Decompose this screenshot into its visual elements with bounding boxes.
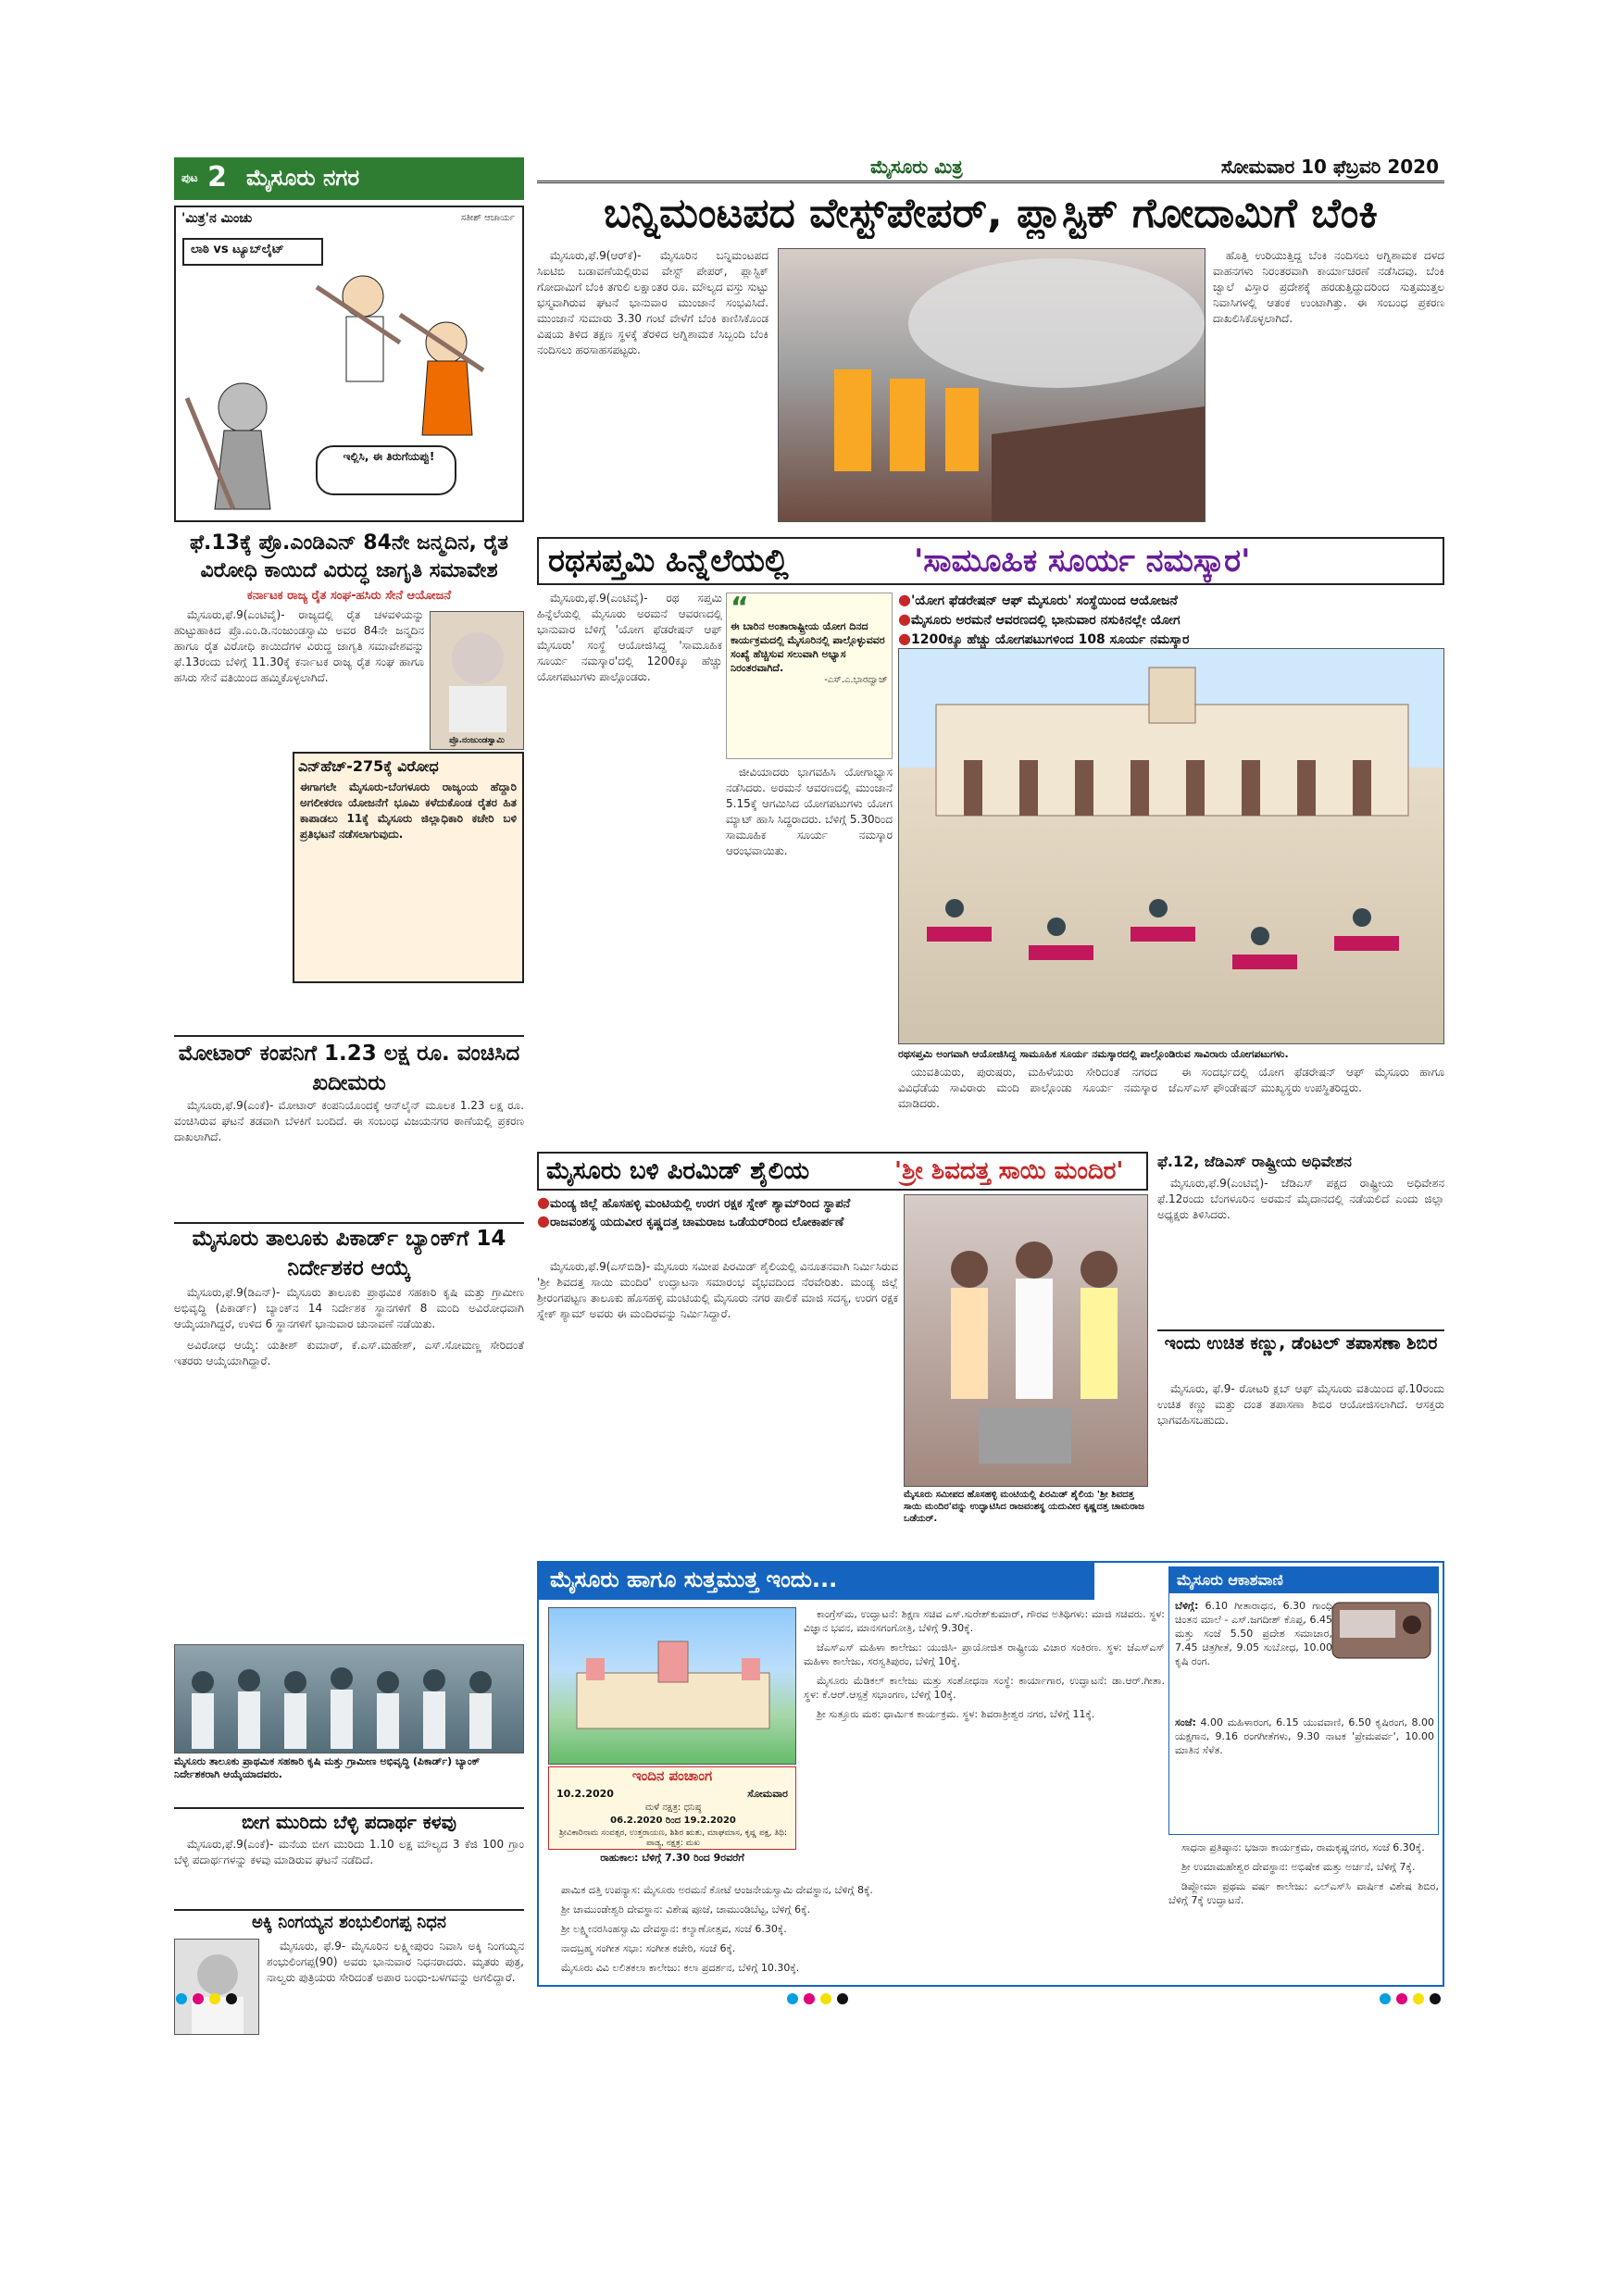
panchanga-date: 10.2.2020: [556, 1788, 614, 1800]
quote-mark-icon: “: [731, 593, 749, 624]
registration-marks-mid: [787, 1990, 854, 2008]
farmers-box: [293, 752, 524, 983]
akashvani-evening: ಸಂಜೆ: 4.00 ಮಹಿಳಾರಂಗ, 6.15 ಯುವವಾಣಿ, 6.50 ಕೃಷಿರಂಗ, 8.00 ಯಕ್ಷಗಾನ, 9.16 ರಂಗಗೀತೆಗಳು, 9.30 ನಾಟಕ 'ಪ್ರೇಮಪರ್ವ', 10.00 ಮಾತಿನ ಸೆಳೆತ.: [1175, 1716, 1434, 1756]
farmers-subhead: ಕರ್ನಾಟಕ ರಾಜ್ಯ ರೈತ ಸಂಘ-ಹಸಿರು ಸೇನೆ ಆಯೋಜನೆ: [246, 589, 452, 603]
obit-headline: ಅಕ್ಕಿ ನಿಂಗಯ್ಯನ ಶಂಭುಲಿಂಗಪ್ಪ ನಿಧನ: [174, 1909, 524, 1935]
surya-bullet-3: ●1200ಕ್ಕೂ ಹೆಚ್ಚು ಯೋಗಪಟುಗಳಿಂದ 108 ಸೂರ್ಯ ನಮಸ್ಕಾರ: [898, 630, 1190, 647]
fire-text-col3: ಹೊತ್ತಿ ಉರಿಯುತ್ತಿದ್ದ ಬೆಂಕಿ ನಂದಿಸಲು ಅಗ್ನಿಶಾಮಕ ದಳದ ವಾಹನಗಳು ನಿರಂತರವಾಗಿ ಕಾರ್ಯಾಚರಣೆ ನಡೆಸಿದವು. ಬೆಂಕಿ ಜ್ವಾಲೆ ವಿಸ್ತಾರ ಪ್ರದೇಶಕ್ಕೆ ಹರಡುತ್ತಿದ್ದುದರಿಂದ ಸುತ್ತಮುತ್ತಲ ನಿವಾಸಿಗಳಲ್ಲಿ ಆತಂಕ ಉಂಟಾಗಿತ್ತು. ಈ ಸಂಬಂಧ ಪ್ರಕರಣ ದಾಖಲಿಸಿಕೊಳ್ಳಲಾಗಿದೆ.: [1213, 249, 1444, 325]
panchanga-box: [548, 1766, 796, 1850]
surya-text-col4: ಈ ಸಂದರ್ಭದಲ್ಲಿ ಯೋಗ ಫೆಡರೇಷನ್ ಆಫ್ ಮೈಸೂರು ಹಾಗೂ ಜೆಎಸ್‌ಎಸ್ ಫೌಂಡೇಷನ್ ಮುಖ್ಯಸ್ಥರು ಉಪಸ್ಥಿತರಿದ್ದರು.: [1168, 1066, 1444, 1094]
panchanga-nakshatra: ಮಳೆ ನಕ್ಷತ್ರ: ಧನಿಷ್ಠ: [644, 1803, 702, 1813]
jds-headline: ಫೆ.12, ಜೆಡಿಎಸ್ ರಾಷ್ಟ್ರೀಯ ಅಧಿವೇಶನ: [1157, 1153, 1352, 1170]
temple-bullet-1: ●ಮಂಡ್ಯ ಜಿಲ್ಲೆ ಹೊಸಹಳ್ಳಿ ಮಂಟಿಯಲ್ಲಿ ಉರಗ ರಕ್ಷಕ ಸ್ನೇಕ್ ಶ್ಯಾಮ್‌ರಿಂದ ಸ್ಥಾಪನೆ: [537, 1193, 851, 1211]
cartoon-artist: ಸತೀಶ್ ಆಚಾರ್ಯ: [460, 213, 515, 223]
surya-text-col2: ಜೀವಿಯಾದರು ಭಾಗವಹಿಸಿ ಯೋಗಾಭ್ಯಾಸ ನಡೆಸಿದರು. ಅರಮನೆ ಆವರಣದಲ್ಲಿ ಮುಂಜಾನೆ 5.15ಕ್ಕೆ ಆಗಮಿಸಿದ ಯೋಗಪಟುಗಳು ಯೋಗ ಮ್ಯಾಟ್ ಹಾಸಿ ಸಿದ್ಧರಾದರು. ಬೆಳಿಗ್ಗೆ 5.30ರಿಂದ ಸಾಮೂಹಿಕ ಸೂರ್ಯ ನಮಸ್ಕಾರ ಆರಂಭವಾಯಿತು.: [726, 766, 893, 857]
main-headline: ಬನ್ನಿಮಂಟಪದ ವೇಸ್ಟ್‌ಪೇಪರ್, ಪ್ಲಾಸ್ಟಿಕ್ ಗೋದಾಮಿಗೆ ಬೆಂಕಿ: [603, 190, 1379, 237]
theft-text: ಮೈಸೂರು,ಫೆ.9(ಎಂಕೆ)- ಮನೆಯ ಬೀಗ ಮುರಿದು 1.10 ಲಕ್ಷ ಮೌಲ್ಯದ 3 ಕೆಜಿ 100 ಗ್ರಾಂ ಬೆಳ್ಳಿ ಪದಾರ್ಥಗಳನ್ನು ಕಳವು ಮಾಡಿರುವ ಘಟನೆ ನಡೆದಿದೆ.: [174, 1838, 524, 1866]
masthead: [537, 156, 1444, 183]
pcard-caption: ಮೈಸೂರು ತಾಲೂಕು ಪ್ರಾಥಮಿಕ ಸಹಕಾರಿ ಕೃಷಿ ಮತ್ತು ಗ್ರಾಮೀಣ ಅಭಿವೃದ್ಧಿ (ಪಿಕಾರ್ಡ್) ಬ್ಯಾಂಕ್ ನಿರ್ದೇಶಕರಾಗಿ ಆಯ್ಕೆಯಾದವರು.: [174, 1755, 481, 1780]
surya-text-col3: ಯುವತಿಯರು, ಪುರುಷರು, ಮಹಿಳೆಯರು ಸೇರಿದಂತೆ ನಗರದ ವಿವಿಧೆಡೆಯ ಸಾವಿರಾರು ಮಂದಿ ಪಾಲ್ಗೊಂಡು ಸೂರ್ಯ ನಮಸ್ಕಾರ ಮಾಡಿದರು.: [898, 1066, 1157, 1110]
cartoon-title: 'ಮಿತ್ರ'ನ ಮಿಂಚು: [181, 211, 253, 226]
surya-quote-by: -ಎಸ್.ಎ.ಭಾರದ್ವಾಜ್: [824, 675, 888, 685]
today-band: ಮೈಸೂರು ಹಾಗೂ ಸುತ್ತಮುತ್ತ ಇಂದು...: [539, 1563, 1094, 1600]
event-mid-1: ಕಾಂಗ್ರೆಸ್‌ಮ, ಉದ್ಘಾಟನೆ: ಶಿಕ್ಷಣ ಸಚಿವ ಎಸ್.ಸುರೇಶ್‌ಕುಮಾರ್, ಗೌರವ ಅತಿಥಿಗಳು: ಮಾಜಿ ಸಚಿವರು. ಸ್ಥಳ: ವಿಜ್ಞಾನ ಭವನ, ಮಾನಸಗಂಗೋತ್ರಿ, ಬೆಳಿಗ್ಗೆ 9.30ಕ್ಕೆ.: [804, 1608, 1165, 1634]
akashvani-box: [1168, 1566, 1439, 1835]
akashvani-morning: ಬೆಳಿಗ್ಗೆ: 6.10 ಗೀತಾರಾಧನ, 6.30 ಗಾಂಧಿ ಚಿಂತನ ಮಾಲೆ - ಎಸ್.ಜಗದೀಶ್ ಕೊಪ್ಪ, 6.45 ಮತ್ತು ಸಂಜೆ 5.50 ಪ್ರದೇಶ ಸಮಾಚಾರ, 7.45 ಚಿತ್ರಗೀತೆ, 9.05 ಸುಬೋಧ, 10.00 ಕೃಷಿ ರಂಗ.: [1175, 1600, 1333, 1667]
surya-photo-caption: ರಥಸಪ್ತಮಿ ಅಂಗವಾಗಿ ಆಯೋಜಿಸಿದ್ದ ಸಾಮೂಹಿಕ ಸೂರ್ಯ ನಮಸ್ಕಾರದಲ್ಲಿ ಪಾಲ್ಗೊಂಡಿರುವ ಸಾವಿರಾರು ಯೋಗಪಟುಗಳು.: [898, 1048, 1289, 1060]
surya-headline-left: ರಥಸಪ್ತಮಿ ಹಿನ್ನೆಲೆಯಲ್ಲಿ: [548, 543, 789, 580]
section-title: ಮೈಸೂರು ನಗರ: [246, 165, 360, 191]
event-right-3: ಡಿಪ್ಲೋಮಾ ಪ್ರಥಮ ವರ್ಷ ಕಾಲೇಜು: ಎಲ್‌ಎಸ್‌ಸಿ ವಾರ್ಷಿಕ ವಿಶೇಷ ಶಿಬಿರ, ಬೆಳಿಗ್ಗೆ 7ಕ್ಕೆ ಉದ್ಘಾಟನೆ.: [1168, 1880, 1439, 1906]
pcard-text: ಮೈಸೂರು,ಫೆ.9(ಡಿಎನ್)- ಮೈಸೂರು ತಾಲೂಕು ಪ್ರಾಥಮಿಕ ಸಹಕಾರಿ ಕೃಷಿ ಮತ್ತು ಗ್ರಾಮೀಣ ಅಭಿವೃದ್ಧಿ (ಪಿಕಾರ್ಡ್) ಬ್ಯಾಂಕ್‌ನ 14 ನಿರ್ದೇಶಕ ಸ್ಥಾನಗಳಿಗೆ 8 ಮಂದಿ ಅವಿರೋಧವಾಗಿ ಆಯ್ಕೆಯಾಗಿದ್ದರೆ, ಉಳಿದ 6 ಸ್ಥಾನಗಳಿಗೆ ಭಾನುವಾರ ಚುನಾವಣೆ ನಡೆಯಿತು. ಅವಿರೋಧ ಆಯ್ಕೆ: ಯತೀಶ್ ಕುಮಾರ್, ಕೆ.ಎಸ್.ಮಹೇಶ್, ಎಸ್.ಸೋಮಣ್ಣ ಸೇರಿದಂತೆ ಇತರರು ಆಯ್ಕೆಯಾಗಿದ್ದಾರೆ.: [174, 1286, 524, 1367]
panchanga-range: 06.2.2020 ರಿಂದ 19.2.2020: [610, 1816, 736, 1826]
paper-name: ಮೈಸೂರು ಮಿತ್ರ: [870, 156, 963, 178]
event-mid-3: ಮೈಸೂರು ಮೆಡಿಕಲ್ ಕಾಲೇಜು ಮತ್ತು ಸಂಶೋಧನಾ ಸಂಸ್ಥೆ: ಕಾರ್ಯಾಗಾರ, ಉದ್ಘಾಟನೆ: ಡಾ.ಆರ್.ಗೀತಾ. ಸ್ಥಳ: ಕೆ.ಆರ್.ಆಸ್ಪತ್ರೆ ಸಭಾಂಗಣ, ಬೆಳಿಗ್ಗೆ 10ಕ್ಕೆ.: [804, 1675, 1165, 1701]
farmers-text: ಮೈಸೂರು,ಫೆ.9(ಎಂಟಿವೈ)- ರಾಜ್ಯದಲ್ಲಿ ರೈತ ಚಳವಳಿಯನ್ನು ಹುಟ್ಟುಹಾಕಿದ ಪ್ರೊ.ಎಂ.ಡಿ.ನಂಜುಂಡಸ್ವಾಮಿ ಅವರ 84ನೇ ಜನ್ಮದಿನ ಹಾಗೂ ರೈತ ವಿರೋಧಿ ಕಾಯಿದೆಗಳ ವಿರುದ್ಧ ಜಾಗೃತಿ ಸಮಾವೇಶವನ್ನು ಫೆ.13ರಂದು ಬೆಳಿಗ್ಗೆ 11.30ಕ್ಕೆ ಕರ್ನಾಟಕ ರಾಜ್ಯ ರೈತ ಸಂಘ ಹಾಗೂ ಹಸಿರು ಸೇನೆ ವತಿಯಿಂದ ಹಮ್ಮಿಕೊಳ್ಳಲಾಗಿದೆ.: [174, 608, 424, 684]
cartoon-speech: ಇಲ್ಲಿಸಿ, ಈ ತಿರುಗೆಯಪ್ಪು!: [343, 450, 435, 463]
surya-headline-right: 'ಸಾಮೂಹಿಕ ಸೂರ್ಯ ನಮಸ್ಕಾರ': [914, 543, 1251, 580]
page-section-header: [174, 157, 524, 200]
eye-camp-text: ಮೈಸೂರು, ಫೆ.9- ರೋಟರಿ ಕ್ಲಬ್ ಆಫ್ ಮೈಸೂರು ವತಿಯಿಂದ ಫೆ.10ರಂದು ಉಚಿತ ಕಣ್ಣು ಮತ್ತು ದಂತ ತಪಾಸಣಾ ಶಿಬಿರ ಆಯೋಜಿಸಲಾಗಿದೆ. ಆಸಕ್ತರು ಭಾಗವಹಿಸಬಹುದು.: [1157, 1382, 1444, 1427]
farmers-headline: ಫೆ.13ಕ್ಕೆ ಪ್ರೊ.ಎಂಡಿಎನ್ 84ನೇ ಜನ್ಮದಿನ, ರೈತ ವಿರೋಧಿ ಕಾಯಿದೆ ವಿರುದ್ಧ ಜಾಗೃತಿ ಸಮಾವೇಶ: [190, 531, 508, 582]
panchanga-day: ಸೋಮವಾರ: [747, 1788, 788, 1800]
today-events-lower: [548, 1883, 1165, 1983]
temple-caption: ಮೈಸೂರು ಸಮೀಪದ ಹೊಸಹಳ್ಳಿ ಮಂಟಿಯಲ್ಲಿ ಪಿರಮಿಡ್ ಶೈಲಿಯ 'ಶ್ರೀ ಶಿವದತ್ತ ಸಾಯಿ ಮಂದಿರ'ವನ್ನು ಉದ್ಘಾಟಿಸಿದ ರಾಜವಂಶಸ್ಥ ಯದುವೀರ ಕೃಷ್ಣದತ್ತ ಚಾಮರಾಜ ಒಡೆಯರ್.: [904, 1490, 1144, 1524]
surya-text-col1: ಮೈಸೂರು,ಫೆ.9(ಎಂಟಿವೈ)- ರಥ ಸಪ್ತಮಿ ಹಿನ್ನೆಲೆಯಲ್ಲಿ ಮೈಸೂರು ಅರಮನೆ ಆವರಣದಲ್ಲಿ ಭಾನುವಾರ ಬೆಳಿಗ್ಗೆ 'ಯೋಗ ಫೆಡರೇಷನ್ ಆಫ್ ಮೈಸೂರು' ಸಂಸ್ಥೆ ಆಯೋಜಿಸಿದ್ದ 'ಸಾಮೂಹಿಕ ಸೂರ್ಯ ನಮಸ್ಕಾರ'ದಲ್ಲಿ 1200ಕ್ಕೂ ಹೆಚ್ಚು ಯೋಗಪಟುಗಳು ಪಾಲ್ಗೊಂಡರು.: [537, 592, 722, 683]
surya-bullet-1: ●'ಯೋಗ ಫೆಡರೇಷನ್ ಆಫ್ ಮೈಸೂರು' ಸಂಸ್ಥೆಯಿಂದ ಆಯೋಜನೆ: [898, 591, 1178, 608]
theft-headline: ಬೀಗ ಮುರಿದು ಬೆಳ್ಳಿ ಪದಾರ್ಥ ಕಳವು: [174, 1807, 524, 1835]
temple-bullet-2: ●ರಾಜವಂಶಸ್ಥ ಯದುವೀರ ಕೃಷ್ಣದತ್ತ ಚಾಮರಾಜ ಒಡೆಯರ್‌ರಿಂದ ಲೋಕಾರ್ಪಣೆ: [537, 1212, 844, 1229]
event-lower-2: ಶ್ರೀ ಚಾಮುಂಡೇಶ್ವರಿ ದೇವಸ್ಥಾನ: ವಿಶೇಷ ಪೂಜೆ, ಚಾಮುಂಡಿಬೆಟ್ಟ, ಬೆಳಿಗ್ಗೆ 6ಕ್ಕೆ.: [561, 1903, 811, 1915]
motor-text: ಮೈಸೂರು,ಫೆ.9(ಎಂಕೆ)- ಮೋಟಾರ್ ಕಂಪನಿಯೊಂದಕ್ಕೆ ಆನ್‌ಲೈನ್ ಮೂಲಕ 1.23 ಲಕ್ಷ ರೂ. ವಂಚಿಸಿರುವ ಘಟನೆ ತಡವಾಗಿ ಬೆಳಕಿಗೆ ಬಂದಿದೆ. ಈ ಸಂಬಂಧ ವಿಜಯನಗರ ಠಾಣೆಯಲ್ಲಿ ಪ್ರಕರಣ ದಾಖಲಾಗಿದೆ.: [174, 1099, 524, 1143]
event-mid-2: ಜೆಎಸ್‌ಎಸ್ ಮಹಿಳಾ ಕಾಲೇಜು: ಯುಜಿಸಿ- ಪ್ರಾಯೋಜಿತ ರಾಷ್ಟ್ರೀಯ ವಿಚಾರ ಸಂಕಿರಣ. ಸ್ಥಳ: ಜೆಎಸ್‌ಎಸ್ ಮಹಿಳಾ ಕಾಲೇಜು, ಸರಸ್ವತಿಪುರಂ, ಬೆಳಿಗ್ಗೆ 10ಕ್ಕೆ.: [804, 1641, 1165, 1667]
event-mid-4: ಶ್ರೀ ಸುತ್ತೂರು ಮಠ: ಧಾರ್ಮಿಕ ಕಾರ್ಯಕ್ರಮ. ಸ್ಥಳ: ಶಿವರಾತ್ರೀಶ್ವರ ನಗರ, ಬೆಳಿಗ್ಗೆ 11ಕ್ಕೆ.: [817, 1708, 1095, 1720]
temple-text: ಮೈಸೂರು,ಫೆ.9(ಎಸ್‌ಬಿಡಿ)- ಮೈಸೂರು ಸಮೀಪ ಪಿರಮಿಡ್ ಶೈಲಿಯಲ್ಲಿ ವಿನೂತನವಾಗಿ ನಿರ್ಮಿಸಿರುವ 'ಶ್ರೀ ಶಿವದತ್ತ ಸಾಯಿ ಮಂದಿರ' ಉದ್ಘಾಟನಾ ಸಮಾರಂಭ ವೈಭವದಿಂದ ನೆರವೇರಿತು. ಮಂಡ್ಯ ಜಿಲ್ಲೆ ಶ್ರೀರಂಗಪಟ್ಟಣ ತಾಲೂಕು ಹೊಸಹಳ್ಳಿ ಮಂಟಿಯಲ್ಲಿ ಮೈಸೂರು ನಗರ ಪಾಲಿಕೆ ಮಾಜಿ ಸದಸ್ಯ, ಉರಗ ರಕ್ಷಕ ಸ್ನೇಕ್ ಶ್ಯಾಮ್ ಅವರು ಈ ಮಂದಿರವನ್ನು ನಿರ್ಮಿಸಿದ್ದಾರೆ.: [537, 1260, 898, 1320]
temple-bullets: [537, 1194, 898, 1252]
jds-text: ಮೈಸೂರು,ಫೆ.9(ಎಂಟಿವೈ)- ಜೆಡಿಎಸ್ ಪಕ್ಷದ ರಾಷ್ಟ್ರೀಯ ಅಧಿವೇಶನ ಫೆ.12ರಂದು ಬೆಂಗಳೂರಿನ ಅರಮನೆ ಮೈದಾನದಲ್ಲಿ ನಡೆಯಲಿದೆ ಎಂದು ಜಿಲ್ಲಾ ಅಧ್ಯಕ್ಷರು ತಿಳಿಸಿದರು.: [1157, 1177, 1444, 1221]
panchanga-rahukala: ರಾಹುಕಾಲ: ಬೆಳಿಗ್ಗೆ 7.30 ರಿಂದ 9ರವರೆಗೆ: [600, 1852, 744, 1864]
farmers-box-title: ಎನ್‌ಹೆಚ್-275ಕ್ಕೆ ವಿರೋಧ: [298, 757, 439, 775]
fire-photo: [778, 248, 1206, 522]
obit-text: ಮೈಸೂರು, ಫೆ.9- ಮೈಸೂರಿನ ಲಕ್ಷ್ಮೀಪುರಂ ನಿವಾಸಿ ಅಕ್ಕಿ ನಿಂಗಯ್ಯನ ಶಂಭುಲಿಂಗಪ್ಪ(90) ಅವರು ಭಾನುವಾರ ನಿಧನರಾದರು. ಮೃತರು ಪುತ್ರ, ನಾಲ್ವರು ಪುತ್ರಿಯರು ಸೇರಿದಂತೆ ಅಪಾರ ಬಂಧು-ಬಳಗವನ್ನು ಅಗಲಿದ್ದಾರೆ.: [267, 1940, 524, 1984]
registration-marks-left: [176, 1990, 243, 2008]
temple-photo: [904, 1194, 1148, 1487]
surya-bullet-2: ●ಮೈಸೂರು ಅರಮನೆ ಆವರಣದಲ್ಲಿ ಭಾನುವಾರ ನಸುಕಿನಲ್ಲೇ ಯೋಗ: [898, 610, 1181, 628]
issue-date: ಸೋಮವಾರ 10 ಫೆಬ್ರವರಿ 2020: [1220, 156, 1439, 178]
pcard-headline: ಮೈಸೂರು ತಾಲೂಕು ಪಿಕಾರ್ಡ್ ಬ್ಯಾಂಕ್‌ಗೆ 14 ನಿರ್ದೇಶಕರ ಆಯ್ಕೆ: [174, 1222, 524, 1283]
farmers-photo-name: ಪ್ರೊ.ನಂಜುಂಡಸ್ವಾಮಿ: [449, 736, 505, 745]
eye-camp-headline: ಇಂದು ಉಚಿತ ಕಣ್ಣು, ಡೆಂಟಲ್ ತಪಾಸಣಾ ಶಿಬಿರ: [1157, 1329, 1444, 1355]
radio-icon: [1330, 1597, 1432, 1662]
event-lower-4: ನಾದಬ್ರಹ್ಮ ಸಂಗೀತ ಸಭಾ: ಸಂಗೀತ ಕಚೇರಿ, ಸಂಜೆ 6ಕ್ಕೆ.: [561, 1942, 736, 1954]
pcard-photo: [174, 1644, 524, 1753]
motor-headline: ಮೋಟಾರ್ ಕಂಪನಿಗೆ 1.23 ಲಕ್ಷ ರೂ. ವಂಚಿಸಿದ ಖದೀಮರು: [174, 1035, 524, 1098]
fire-text-col1: ಮೈಸೂರು,ಫೆ.9(ಆರ್‌ಕೆ)- ಮೈಸೂರಿನ ಬನ್ನಿಮಂಟಪದ ಸಿಐಟಿಬಿ ಬಡಾವಣೆಯಲ್ಲಿರುವ ವೇಸ್ಟ್ ಪೇಪರ್, ಪ್ಲಾಸ್ಟಿಕ್ ಗೋದಾಮಿಗೆ ಬೆಂಕಿ ತಗುಲಿ ಲಕ್ಷಾಂತರ ರೂ. ಮೌಲ್ಯದ ವಸ್ತು ಸುಟ್ಟು ಭಸ್ಮವಾಗಿರುವ ಘಟನೆ ಭಾನುವಾರ ಮುಂಜಾನೆ ಸಂಭವಿಸಿದೆ. ಮುಂಜಾನೆ ಸುಮಾರು 3.30 ಗಂಟೆ ವೇಳೆಗೆ ಬೆಂಕಿ ಕಾಣಿಸಿಕೊಂಡ ವಿಷಯ ತಿಳಿದ ತಕ್ಷಣ ಸ್ಥಳಕ್ಕೆ ತೆರಳಿದ ಅಗ್ನಿಶಾಮಕ ಸಿಬ್ಬಂದಿ ಬೆಂಕಿ ನಂದಿಸಲು ಹರಸಾಹಸಪಟ್ಟರು.: [537, 249, 768, 356]
cartoon-box: [174, 206, 524, 522]
temple-headline-left: ಮೈಸೂರು ಬಳಿ ಪಿರಮಿಡ್ ಶೈಲಿಯ: [546, 1157, 810, 1185]
farmers-box-text: ಈಗಾಗಲೇ ಮೈಸೂರು-ಬೆಂಗಳೂರು ರಾಜ್ಯಂಯ ಹೆದ್ದಾರಿ ಅಗಲೀಕರಣ ಯೋಜನೆಗೆ ಭೂಮಿ ಕಳೆದುಕೊಂಡ ರೈತರ ಹಿತ ಕಾಪಾಡಲು 11ಕ್ಕೆ ಮೈಸೂರು ಜಿಲ್ಲಾಧಿಕಾರಿ ಕಚೇರಿ ಬಳಿ ಪ್ರತಿಭಟನೆ ನಡೆಸಲಾಗುವುದು.: [300, 780, 517, 841]
temple-headline-right: 'ಶ್ರೀ ಶಿವದತ್ತ ಸಾಯಿ ಮಂದಿರ': [894, 1157, 1124, 1185]
temple-headline-box: [537, 1152, 1148, 1191]
panchanga-title: ಇಂದಿನ ಪಂಚಾಂಗ: [631, 1767, 713, 1784]
event-right-2: ಶ್ರೀ ಉಮಾಮಹೇಶ್ವರ ದೇವಸ್ಥಾನ: ಅಭಿಷೇಕ ಮತ್ತು ಅರ್ಚನೆ, ಬೆಳಿಗ್ಗೆ 7ಕ್ಕೆ.: [1181, 1861, 1416, 1873]
event-right-1: ಸಾಧನಾ ಪ್ರತಿಷ್ಠಾನ: ಭಜನಾ ಕಾರ್ಯಕ್ರಮ, ರಾಮಕೃಷ್ಣನಗರ, ಸಂಜೆ 6.30ಕ್ಕೆ.: [1181, 1841, 1425, 1853]
palace-photo: [548, 1607, 796, 1765]
surya-quote: ಈ ಬಾರಿನ ಅಂತಾರಾಷ್ಟ್ರೀಯ ಯೋಗ ದಿನದ ಕಾರ್ಯಕ್ರಮದಲ್ಲಿ ಮೈಸೂರಿನಲ್ಲಿ ಪಾಲ್ಗೊಳ್ಳುವವರ ಸಂಖ್ಯೆ ಹೆಚ್ಚಿಸುವ ಸಲುವಾಗಿ ಅಭ್ಯಾಸ ನಿರಂತರವಾಗಿದೆ.: [731, 620, 885, 674]
today-events-right: [1168, 1841, 1439, 1983]
farmers-photo: [430, 611, 524, 750]
surya-photo: [898, 648, 1444, 1044]
panchanga-samvatsara: ಶ್ರೀವಿಕಾರಿನಾಮ ಸಂವತ್ಸರ, ಉತ್ತರಾಯಣ, ಶಿಶಿರ ಋತು, ಮಾಘಮಾಸ, ಕೃಷ್ಣ ಪಕ್ಷ, ತಿಥಿ: ಪಾಡ್ಯ, ನಕ್ಷತ್ರ: ಮಖ: [558, 1828, 787, 1848]
cartoon-illustration: [178, 231, 520, 518]
cartoon-label: ಲಾಠಿ vs ಟ್ಯೂಬ್‌ಲೈಟ್: [191, 243, 284, 256]
page-number: ಪುಟ 2: [181, 161, 227, 193]
surya-quote-box: [726, 593, 893, 759]
akashvani-title: ಮೈಸೂರು ಆಕಾಶವಾಣಿ: [1169, 1567, 1438, 1593]
surya-headline-box: [537, 537, 1444, 585]
event-lower-1: ಪಾಮಿಕ ದತ್ತಿ ಉಪನ್ಯಾಸ: ಮೈಸೂರು ಅರಮನೆ ಕೋಟೆ ಆಂಜನೇಯಸ್ವಾಮಿ ದೇವಸ್ಥಾನ, ಬೆಳಿಗ್ಗೆ 8ಕ್ಕೆ.: [561, 1884, 873, 1896]
obit-photo: [174, 1939, 259, 2035]
event-lower-5: ಮೈಸೂರು ವಿವಿ ಲಲಿತಕಲಾ ಕಾಲೇಜು: ಕಲಾ ಪ್ರದರ್ಶನ, ಬೆಳಿಗ್ಗೆ 10.30ಕ್ಕೆ.: [561, 1962, 800, 1974]
registration-marks-right: [1380, 1990, 1446, 2008]
event-lower-3: ಶ್ರೀ ಲಕ್ಷ್ಮೀನರಸಿಂಹಸ್ವಾಮಿ ದೇವಸ್ಥಾನ: ಕಲ್ಯಾಣೋತ್ಸವ, ಸಂಜೆ 6.30ಕ್ಕೆ.: [561, 1923, 787, 1935]
today-events-mid: [804, 1607, 1165, 1881]
